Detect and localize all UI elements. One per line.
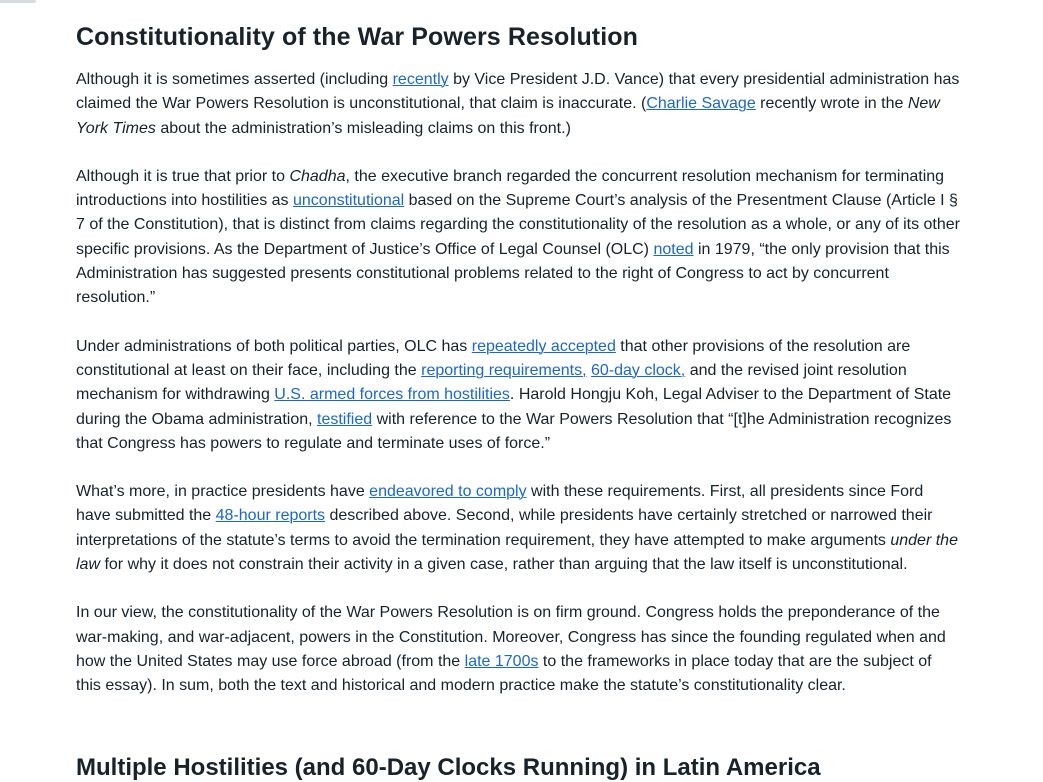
paragraph <box>76 165 960 311</box>
text-run: based on the Supreme Court’s analysis of the Presentment Clause (Article I § 7 of the Constitution), that is distinct from claims regarding the constitutionality of the resolution as a whole, or any of its other specific provisions. As the Department of Justice’s Office of Legal Counsel (OLC) <box>76 192 960 258</box>
inline-link[interactable]: unconstitutional <box>293 192 405 210</box>
italic-text: under the law <box>76 531 958 574</box>
article <box>76 0 960 723</box>
text-run: Although it is sometimes asserted (including <box>76 71 393 88</box>
text-run: Although it is true that prior to <box>76 167 290 185</box>
text-run: What’s more, in practice presidents have <box>76 483 370 501</box>
text-run: described above. Second, while presidents have certainly stretched or narrowed their interpretations of the statute’s terms to avoid the termination requirement, they have attempted to make arguments <box>76 507 933 549</box>
text-run: with reference to the War Powers Resolution that “[t]he Administration recognizes that Congress has powers to regulate and terminate uses of force.” <box>76 410 952 452</box>
text-run: with these requirements. First, all presidents since Ford have submitted the <box>76 483 924 525</box>
text-run: recently wrote in the <box>755 95 908 113</box>
text-run: about the administration’s misleading claims on this front.) <box>155 119 571 137</box>
text-run: and the revised joint resolution mechanism for withdrawing <box>76 361 907 404</box>
italic-text: New York Times <box>76 95 940 137</box>
inline-link[interactable]: noted <box>653 240 694 258</box>
inline-link[interactable]: repeatedly accepted <box>471 337 616 355</box>
inline-link[interactable]: late 1700s <box>464 652 539 670</box>
inline-link[interactable]: 60-day clock, <box>590 361 686 379</box>
text-run: that other provisions of the resolution are constitutional at least on their face, including the <box>76 337 911 379</box>
text-run: to the frameworks in place today that are the subject of this essay). In sum, both the text and historical and modern practice make the statute’s constitutionality clear. <box>76 652 932 695</box>
paragraph <box>76 335 960 456</box>
paragraph <box>76 480 960 577</box>
text-run: for why it does not constrain their activity in a given case, rather than arguing that the law itself is unconstitutional. <box>100 556 908 574</box>
paragraph <box>76 601 960 698</box>
inline-link[interactable]: reporting requirements, <box>421 361 587 379</box>
text-run: in 1979, “the only provision that this Administration has suggested presents constitutional problems related to the right of Congress to act by concurrent resolution.” <box>76 240 950 307</box>
section-heading-partial: Multiple Hostilities (and 60-Day Clocks Running) in Latin America <box>76 754 821 781</box>
paragraph <box>76 68 960 141</box>
inline-link[interactable]: 48-hour reports <box>215 507 326 525</box>
inline-link[interactable]: endeavored to comply <box>369 483 527 501</box>
inline-link[interactable]: Charlie Savage <box>646 95 756 113</box>
inline-link[interactable]: recently <box>392 71 449 88</box>
italic-text: Chadha <box>289 167 346 185</box>
text-run: . Harold Hongju Koh, Legal Adviser to the Department of State during the Obama administration, <box>76 386 952 428</box>
top-left-artifact <box>0 0 36 3</box>
inline-link[interactable]: testified <box>317 410 373 428</box>
text-run: by Vice President J.D. Vance) that every presidential administration has claimed the War Powers Resolution is unconstitutional, that claim is inaccurate. ( <box>76 71 960 113</box>
text-run: Under administrations of both political parties, OLC has <box>76 337 472 355</box>
text-run: , the executive branch regarded the concurrent resolution mechanism for terminating introductions into hostilities as <box>76 167 945 210</box>
page-title: Constitutionality of the War Powers Resolution <box>76 23 639 51</box>
text-run: In our view, the constitutionality of the War Powers Resolution is on firm ground. Congress holds the preponderance of the war-making, and war-adjacent, powers in the Constitution. Moreover, Congress has since the founding regulated when and how the United States may use force abroad (from the <box>76 604 946 670</box>
inline-link[interactable]: U.S. armed forces from hostilities <box>274 386 510 404</box>
